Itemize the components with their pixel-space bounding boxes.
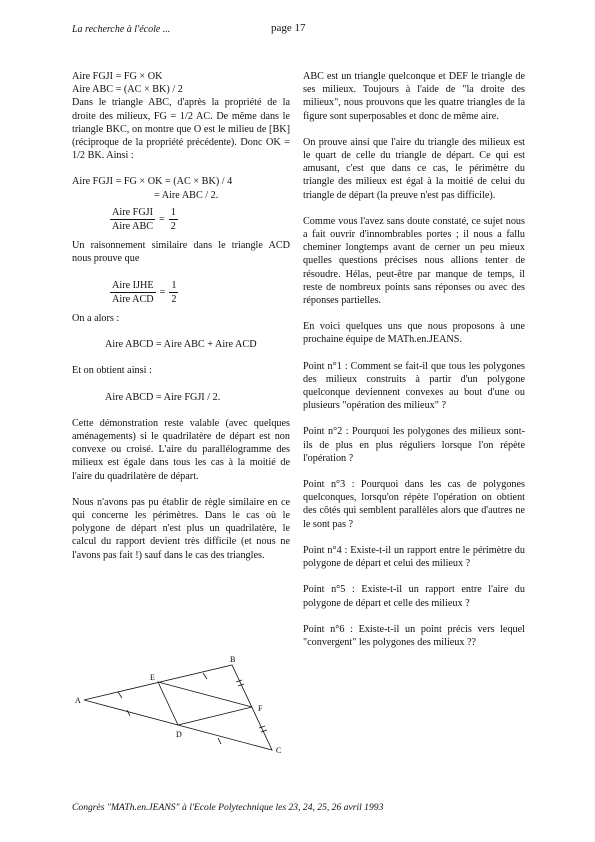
equals-sign: = xyxy=(159,213,165,225)
open-question: Point n°6 : Existe-t-il un point précis vers lequel "convergent" les polygones des milieux ?? xyxy=(303,623,525,648)
paragraph: Nous n'avons pas pu établir de règle similaire en ce qui concerne les périmètres. Dans le cas où le polygone de départ n'est plus un quadrilatère, le calcul du rapport devient très difficile (et nous ne l'avons pas fait !) sauf dans le cas des triangles. xyxy=(72,496,290,561)
formula-line: Aire FGJI = FG × OK = (AC × BK) / 4 xyxy=(72,176,233,188)
equals-sign: = xyxy=(159,286,166,298)
paragraph: Cette démonstration reste valable (avec quelques aménagements) si le quadrilatère de départ est non convexe ou croisé. L'aire du parallélogramme des milieux est égale dans tous les cas à la moitié de l'aire du quadrilatère de départ. xyxy=(72,417,290,482)
paragraph: Un raisonnement similaire dans le triangle ACD nous prouve que xyxy=(72,240,290,265)
formula-line: Aire FGJI = FG × OK xyxy=(72,71,163,82)
formula-line: = Aire ABC / 2. xyxy=(154,189,219,201)
tick-mark xyxy=(259,726,265,728)
open-question: Point n°4 : Existe-t-il un rapport entre le périmètre du polygone de départ et celui des milieux ? xyxy=(303,544,525,570)
vertex-label-d: D xyxy=(176,730,182,739)
vertex-label-f: F xyxy=(258,704,263,713)
formula-line: Aire ABCD = Aire FGJI / 2. xyxy=(105,391,221,403)
paragraph: Et on obtient ainsi : xyxy=(72,365,152,377)
fraction-numerator: Aire IJHE xyxy=(110,279,156,293)
formula-line: Aire ABC = (AC × BK) / 2 xyxy=(72,84,183,96)
formula-line: Aire ABCD = Aire ABC + Aire ACD xyxy=(105,339,257,351)
open-question: Point n°5 : Existe-t-il un rapport entre l'aire du polygone de départ et celle des milieux ? xyxy=(303,584,525,609)
running-header-title: La recherche à l'école ... xyxy=(72,24,171,35)
tick-mark xyxy=(118,692,122,698)
vertex-label-a: A xyxy=(75,696,81,705)
page-number: page 17 xyxy=(271,22,306,34)
fraction-numerator: Aire FGJI xyxy=(110,206,155,220)
left-column xyxy=(72,70,290,575)
open-question: Point n°1 : Comment se fait-il que tous les polygones des milieux construits à partir d'un polygone quelconque deviennent convexes au bout d'une ou plusieurs "opération des milieux" ? xyxy=(303,360,525,412)
paragraph: On a alors : xyxy=(72,313,120,325)
fraction-numerator: 1 xyxy=(169,279,178,293)
fraction-denominator: Aire ACD xyxy=(112,293,154,305)
fraction-denominator: 2 xyxy=(171,293,177,305)
page-footer: Congrès "MATh.en.JEANS" à l'Ecole Polytechnique les 23, 24, 25, 26 avril 1993 xyxy=(72,802,384,813)
tick-mark xyxy=(218,738,221,744)
paragraph: Comme vous l'avez sans doute constaté, ce sujet nous a fait ouvrir d'innombrables portes ; il nous a fallu cheminer longtemps avant de cerner un peu mieux quelles questions précises nous allions tenter de résoudre. Hélas, peut-être par manque de temps, il reste de nombreux points sans réponses ou avec des réponses partielles. xyxy=(303,215,525,307)
paragraph: Dans le triangle ABC, d'après la propriété de la droite des milieux, FG = 1/2 AC. De même dans le triangle BKC, on montre que O est le milieu de [BK] (réciproque de la propriété précédente). Donc OK = 1/2 BK. Ainsi : xyxy=(72,97,290,162)
fraction-equation xyxy=(110,279,290,306)
fraction-equation xyxy=(110,206,290,233)
tick-mark xyxy=(261,730,267,732)
open-question: Point n°3 : Pourquoi dans les cas de polygones quelconques, lorsqu'on répète l'opération on obtient des côtés qui semblent parallèles alors que d'autres ne le sont pas ? xyxy=(303,479,525,530)
tick-mark xyxy=(203,673,207,679)
fraction-numerator: 1 xyxy=(169,206,178,220)
vertex-label-e: E xyxy=(150,673,155,682)
vertex-label-c: C xyxy=(276,746,282,755)
paragraph: ABC est un triangle quelconque et DEF le triangle de ses milieux. Toujours à l'aide de "la droite des milieux", nous prouvons que les quatre triangles de la figure sont superposables et donc de même aire. xyxy=(303,71,525,122)
vertex-label-b: B xyxy=(230,655,236,664)
triangle-def xyxy=(158,682,252,725)
fraction-denominator: Aire ABC xyxy=(112,221,154,233)
open-question: Point n°2 : Pourquoi les polygones des milieux sont-ils de plus en plus réguliers lorsque l'on répète l'opération ? xyxy=(303,426,525,464)
right-column xyxy=(303,70,525,662)
triangle-figure xyxy=(72,655,292,755)
paragraph: On prouve ainsi que l'aire du triangle des milieux est le quart de celle du triangle de départ. Ce qui est amusant, c'est que dans ce cas, le périmètre du triangle des milieux est égal à la moitié de celui du triangle de départ (la preuve n'est pas difficile). xyxy=(303,136,525,201)
paragraph: En voici quelques uns que nous proposons à une prochaine équipe de MATh.en.JEANS. xyxy=(303,321,525,346)
fraction-denominator: 2 xyxy=(170,221,176,233)
tick-mark xyxy=(127,710,130,716)
